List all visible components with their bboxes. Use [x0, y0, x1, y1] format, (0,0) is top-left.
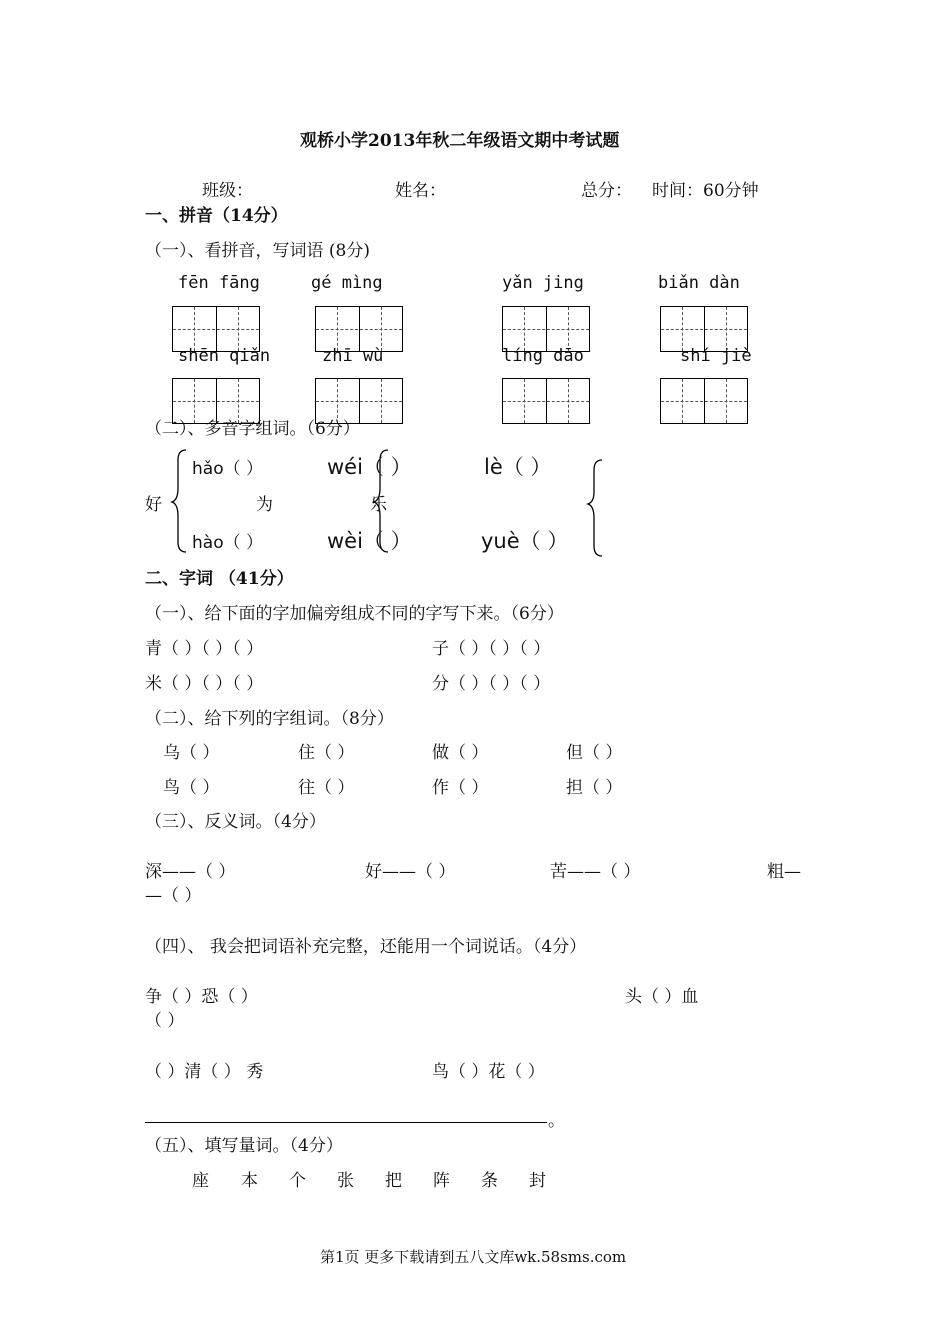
sentence-end: 。	[548, 1111, 565, 1131]
word-item: 住（ ）	[298, 743, 355, 763]
word-item: 鸟（ ）	[163, 778, 220, 798]
radical-row: 青（ ）（ ）（ ）	[145, 639, 264, 659]
section2-part3-title: （三）、反义词。（4分）	[145, 812, 326, 832]
name-field: 姓名：	[395, 181, 446, 201]
measure-word: 封	[529, 1171, 546, 1191]
time-field: 时间：60分钟	[652, 181, 759, 201]
word-item: 往（ ）	[298, 778, 355, 798]
polyphone-char-le: 乐	[370, 495, 387, 515]
antonym-item: 深——（ ）	[145, 862, 236, 882]
radical-row: 米（ ）（ ）（ ）	[145, 674, 264, 694]
page-footer: 第1页 更多下载请到五八文库wk.58sms.com	[320, 1248, 627, 1266]
measure-word: 张	[337, 1171, 354, 1191]
pinyin-label: gé mìng	[311, 273, 383, 293]
pinyin-label: shí jiè	[680, 346, 752, 366]
pinyin-label: shēn qiǎn	[178, 346, 271, 366]
sentence-answer-line[interactable]	[145, 1122, 547, 1123]
section2-part1-title: （一）、给下面的字加偏旁组成不同的字写下来。（6分）	[145, 604, 564, 624]
polyphone-wei-2: wèi（ ）	[327, 529, 412, 553]
measure-word: 把	[385, 1171, 402, 1191]
pinyin-label: zhī wù	[322, 346, 384, 366]
section2-part5-title: （五）、填写量词。（4分）	[145, 1136, 343, 1156]
polyphone-le-1: lè（ ）	[484, 455, 552, 479]
pinyin-label: biǎn dàn	[658, 273, 740, 293]
word-item: 但（ ）	[566, 743, 623, 763]
word-item: 担（ ）	[566, 778, 623, 798]
section2-part2-title: （二）、给下列的字组词。（8分）	[145, 709, 394, 729]
total-field: 总分：	[581, 181, 632, 201]
radical-row: 分（ ）（ ）（ ）	[432, 674, 551, 694]
word-item: 乌（ ）	[163, 743, 220, 763]
polyphone-hao-2: hào（ ）	[192, 533, 263, 553]
section2-part4-title: （四）、 我会把词语补充完整，还能用一个词说话。（4分）	[145, 937, 587, 957]
idiom-line: （ ）清（ ） 秀	[145, 1062, 264, 1082]
polyphone-wei-1: wéi（ ）	[327, 455, 412, 479]
section1-title: 一、拼音（14分）	[145, 206, 288, 226]
pinyin-label: fēn fāng	[178, 273, 260, 293]
page-title: 观桥小学2013年秋二年级语文期中考试题	[300, 131, 620, 151]
idiom-line: 鸟（ ）花（ ）	[432, 1062, 545, 1082]
measure-word: 本	[241, 1171, 258, 1191]
measure-word: 座	[192, 1171, 209, 1191]
writing-grid[interactable]	[502, 378, 590, 424]
polyphone-char-hao: 好	[145, 495, 162, 515]
section1-part2-title: （二）、多音字组词。（6分）	[145, 419, 360, 439]
word-item: 做（ ）	[432, 743, 489, 763]
class-field: 班级：	[202, 181, 253, 201]
word-item: 作（ ）	[432, 778, 489, 798]
section1-part1-title: （一）、看拼音，写词语 (8分)	[145, 241, 370, 261]
radical-row: 子（ ）（ ）（ ）	[432, 639, 551, 659]
antonym-item: 苦——（ ）	[550, 862, 641, 882]
polyphone-char-wei: 为	[256, 495, 273, 515]
idiom-line: 争（ ）恐（ ）	[145, 987, 258, 1007]
pinyin-label: líng dāo	[502, 346, 584, 366]
polyphone-yue-2: yuè（ ）	[481, 529, 569, 553]
idiom-line: 头（ ）血	[625, 987, 699, 1007]
polyphone-hao-1: hǎo（ ）	[192, 459, 263, 479]
measure-word: 阵	[433, 1171, 450, 1191]
pinyin-label: yǎn jing	[502, 273, 584, 293]
measure-word: 条	[481, 1171, 498, 1191]
idiom-wrap: （ ）	[145, 1011, 185, 1031]
measure-word: 个	[289, 1171, 306, 1191]
antonym-item: 粗—	[767, 862, 801, 882]
section2-title: 二、字词 （41分）	[145, 569, 294, 589]
antonym-item: 好——（ ）	[365, 862, 456, 882]
writing-grid[interactable]	[660, 378, 748, 424]
antonym-wrap: —（ ）	[145, 886, 202, 906]
